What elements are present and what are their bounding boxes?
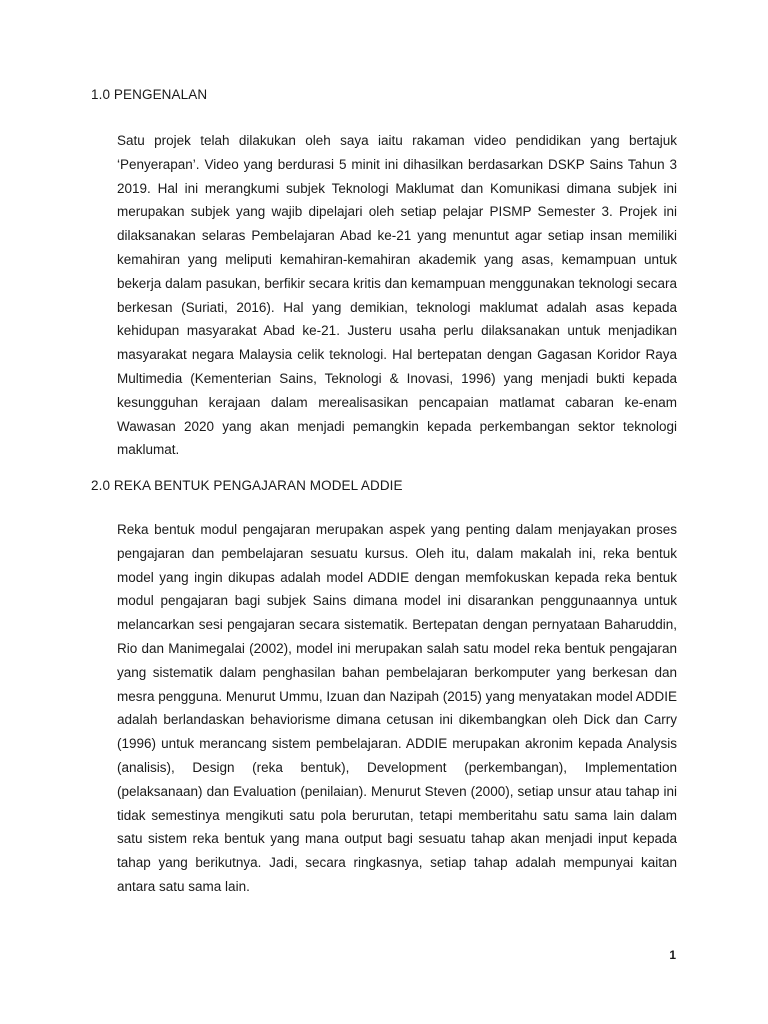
section-heading-addie: 2.0 REKA BENTUK PENGAJARAN MODEL ADDIE (91, 478, 403, 493)
section-paragraph-addie: Reka bentuk modul pengajaran merupakan aspek yang penting dalam menjayakan proses pengajaran dan pembelajaran sesuatu kursus. Oleh itu, dalam makalah ini, reka bentuk model yang ingin dikupas adalah model ADDIE dengan memfokuskan kepada reka bentuk modul pengajaran bagi subjek Sains dimana model ini disarankan penggunaannya untuk melancarkan sesi pengajaran secara sistematik. Bertepatan dengan pernyataan Baharuddin, Rio dan Manimegalai (2002), model ini merupakan salah satu model reka bentuk pengajaran yang sistematik dalam penghasilan bahan pembelajaran berkomputer yang berkesan dan mesra pengguna. Menurut Ummu, Izuan dan Nazipah (2015) yang menyatakan model ADDIE adalah berlandaskan behaviorisme dimana cetusan ini dikembangkan oleh Dick dan Carry (1996) untuk merancang sistem pembelajaran. ADDIE merupakan akronim kepada Analysis (analisis), Design (reka bentuk), Development (perkembangan), Implementation (pelaksanaan) dan Evaluation (penilaian). Menurut Steven (2000), setiap unsur atau tahap ini tidak semestinya mengikuti satu pola berurutan, tetapi memberitahu satu sama lain dalam satu sistem reka bentuk yang mana output bagi sesuatu tahap akan menjadi input kepada tahap yang berikutnya. Jadi, secara ringkasnya, setiap tahap adalah mempunyai kaitan antara satu sama lain. (117, 522, 677, 894)
section-heading-pengenalan: 1.0 PENGENALAN (91, 87, 208, 102)
section-paragraph-pengenalan: Satu projek telah dilakukan oleh saya iaitu rakaman video pendidikan yang bertajuk ‘Penyerapan’. Video yang berdurasi 5 minit ini dihasilkan berdasarkan DSKP Sains Tahun 3 2019. Hal ini merangkumi subjek Teknologi Maklumat dan Komunikasi dimana subjek ini merupakan subjek yang wajib dipelajari oleh setiap pelajar PISMP Semester 3. Projek ini dilaksanakan selaras Pembelajaran Abad ke-21 yang menuntut agar setiap insan memiliki kemahiran yang meliputi kemahiran-kemahiran akademik yang asas, kemampuan untuk bekerja dalam pasukan, berfikir secara kritis dan kemampuan menggunakan teknologi secara berkesan (Suriati, 2016). Hal yang demikian, teknologi maklumat adalah asas kepada kehidupan masyarakat Abad ke-21. Justeru usaha perlu dilaksanakan untuk menjadikan masyarakat negara Malaysia celik teknologi. Hal bertepatan dengan Gagasan Koridor Raya Multimedia (Kementerian Sains, Teknologi & Inovasi, 1996) yang menjadi bukti kepada kesungguhan kerajaan dalam merealisasikan pencapaian matlamat cabaran ke-enam Wawasan 2020 yang akan menjadi pemangkin kepada perkembangan sektor teknologi maklumat. (117, 133, 677, 458)
page-number: 1 (669, 948, 676, 962)
